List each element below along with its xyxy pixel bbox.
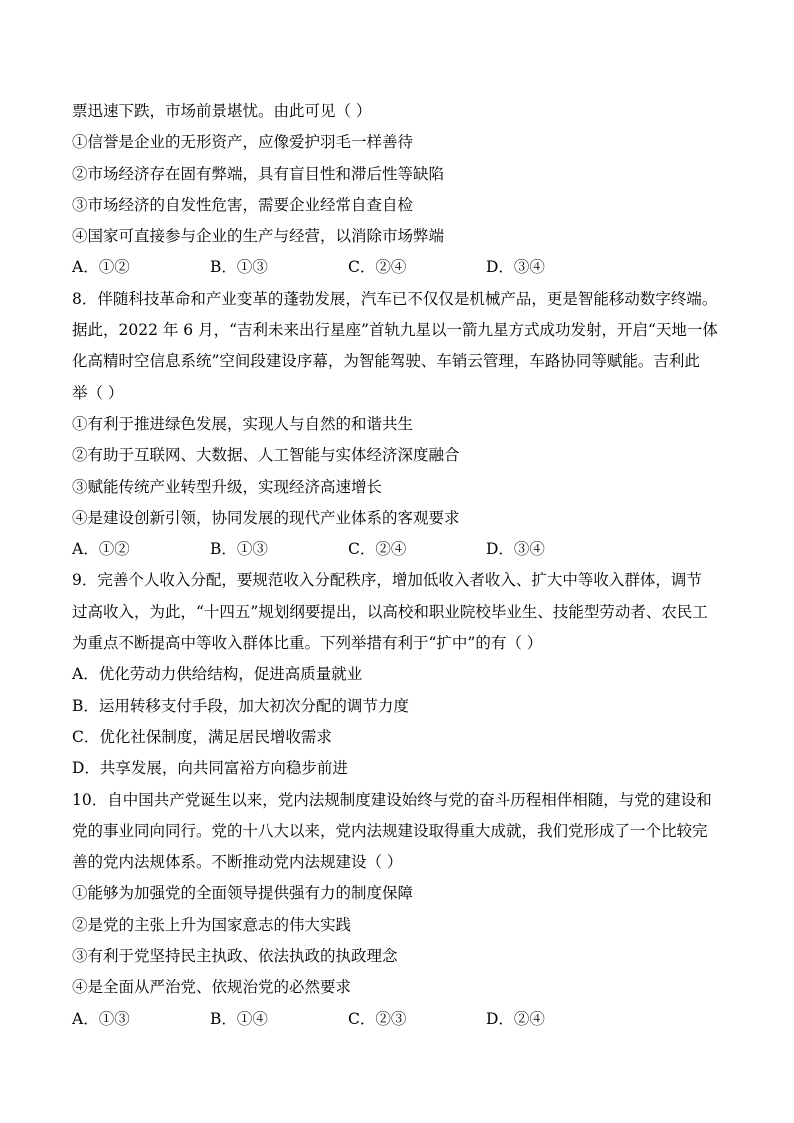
answer-option: D．②④ xyxy=(486,1009,545,1028)
text-line: 善的党内法规体系。不断推动党内法规建设（ ） xyxy=(72,853,403,872)
text-line: A．优化劳动力供给结构，促进高质量就业 xyxy=(72,665,363,684)
answer-option: D．③④ xyxy=(486,258,545,277)
text-line: ①能够为加强党的全面领导提供强有力的制度保障 xyxy=(72,884,414,903)
answer-option: C．②④ xyxy=(348,258,407,277)
answer-option: B．①③ xyxy=(210,540,268,559)
text-line: 10．自中国共产党诞生以来，党内法规制度建设始终与党的奋斗历程相伴相随，与党的建设和 xyxy=(72,790,712,809)
text-line: ④国家可直接参与企业的生产与经营，以消除市场弊端 xyxy=(72,227,445,246)
text-line: 票迅速下跌，市场前景堪忧。由此可见（ ） xyxy=(72,102,372,120)
answer-option: D．③④ xyxy=(486,540,545,559)
answer-option: A．①② xyxy=(72,540,130,559)
text-line: ②市场经济存在固有弊端，具有盲目性和滞后性等缺陷 xyxy=(72,164,445,183)
answer-option: B．①③ xyxy=(210,258,268,277)
text-line: ①信誉是企业的无形资产，应像爱护羽毛一样善待 xyxy=(72,133,414,152)
answer-options-row xyxy=(72,534,732,565)
text-line: ④是建设创新引领，协同发展的现代产业体系的客观要求 xyxy=(72,508,460,527)
text-line: B．运用转移支付手段，加大初次分配的调节力度 xyxy=(72,696,409,715)
text-line: 过高收入，为此，“十四五”规划纲要提出，以高校和职业院校毕业生、技能型劳动者、农民工 xyxy=(72,602,708,621)
text-line: 举（ ） xyxy=(72,383,124,402)
text-line: ③赋能传统产业转型升级，实现经济高速增长 xyxy=(72,477,383,496)
answer-option: C．②③ xyxy=(348,1009,407,1028)
text-line: 8．伴随科技革命和产业变革的蓬勃发展，汽车已不仅仅是机械产品，更是智能移动数字终端。 xyxy=(72,289,718,308)
answer-option: C．②④ xyxy=(348,540,407,559)
text-line: ②有助于互联网、大数据、人工智能与实体经济深度融合 xyxy=(72,446,460,465)
text-line: ③市场经济的自发性危害，需要企业经常自查自检 xyxy=(72,195,414,214)
text-line: 据此，2022 年 6 月，“吉利未来出行星座”首轨九星以一箭九星方式成功发射，开启“天地一体 xyxy=(72,321,718,340)
answer-option: B．①④ xyxy=(210,1009,268,1028)
text-line: ④是全面从严治党、依规治党的必然要求 xyxy=(72,978,352,997)
text-line: ③有利于党坚持民主执政、依法执政的执政理念 xyxy=(72,947,398,966)
text-line: C．优化社保制度，满足居民增收需求 xyxy=(72,727,332,746)
answer-options-row xyxy=(72,252,732,283)
text-line: 党的事业同向同行。党的十八大以来，党内法规建设取得重大成就，我们党形成了一个比较完 xyxy=(72,821,708,840)
text-line: 为重点不断提高中等收入群体比重。下列举措有利于“扩中”的有（ ） xyxy=(72,634,543,653)
answer-options-row xyxy=(72,1004,732,1035)
text-line: 化高精时空信息系统”空间段建设序幕，为智能驾驶、车销云管理，车路协同等赋能。吉利此 xyxy=(72,352,700,371)
answer-option: A．①③ xyxy=(72,1009,130,1028)
text-line: D．共享发展，向共同富裕方向稳步前进 xyxy=(72,759,348,778)
text-line: ②是党的主张上升为国家意志的伟大实践 xyxy=(72,915,352,934)
text-line: 9．完善个人收入分配，要规范收入分配秩序，增加低收入者收入、扩大中等收入群体，调节 xyxy=(72,571,702,590)
answer-option: A．①② xyxy=(72,258,130,277)
question-content xyxy=(72,96,732,1035)
text-line: ①有利于推进绿色发展，实现人与自然的和谐共生 xyxy=(72,414,414,433)
